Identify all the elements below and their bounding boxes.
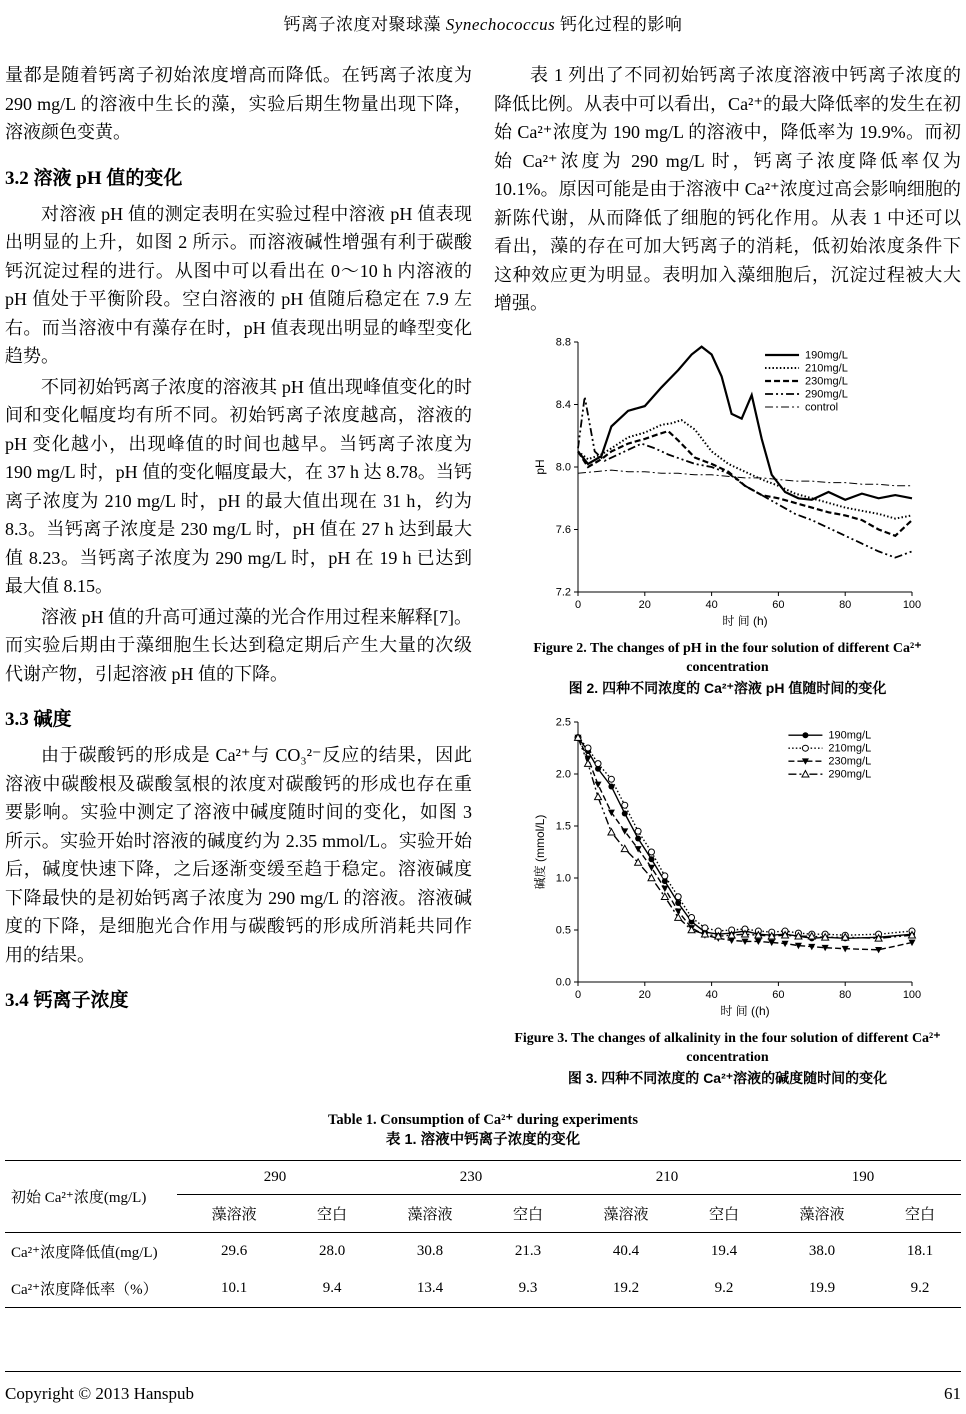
table-row	[5, 1270, 961, 1308]
paper-title-species: Synechococcus	[445, 15, 556, 34]
table-cell: 9.3	[487, 1270, 569, 1308]
table1-subheader: 空白	[487, 1194, 569, 1232]
section-heading-3-4: 3.4 钙离子浓度	[5, 990, 129, 1011]
paper-title	[0, 0, 966, 35]
table1-caption-zh: 表 1. 溶液中钙离子浓度的变化	[385, 1131, 581, 1148]
table1-subheader: 空白	[879, 1194, 961, 1232]
paragraph-calcium: 表 1 列出了不同初始钙离子浓度溶液中钙离子浓度的降低比例。从表中可以看出，Ca²⁺的最大降低率的发生在初始 Ca²⁺浓度为 190 mg/L 的溶液中，降低率为 19.9%。而初始 Ca²⁺浓度为 290 mg/L 时，钙离子浓度降低率仅为 10.1%。原因可能是由于溶液中 Ca²⁺浓度过高会影响细胞的新陈代谢，从而降低了细胞的钙化作用。从表 1 中还可以看出，藻的存在可加大钙离子的消耗，低初始浓度条件下这种效应更为明显。表明加入藻细胞后，沉淀过程被大大增强。	[494, 65, 961, 313]
svg-text:8.8: 8.8	[555, 336, 571, 348]
svg-text:20: 20	[638, 988, 651, 1001]
svg-text:8.4: 8.4	[555, 398, 571, 411]
paragraph-alkalinity: 由于碳酸钙的形成是 Ca²⁺与 CO₃²⁻反应的结果，因此溶液中碳酸根及碳酸氢根的浓度对碳酸钙的形成也存在重要影响。实验中测定了溶液中碱度随时间的变化，如图 3 所示。实验开始时溶液的碱度约为 2.35 mmol/L。实验开始后，碱度快速下降，之后逐渐变缓至趋于稳定。溶液碱度下降最快的是初始钙离子浓度为 290 mg/L 的溶液。溶液碱度的下降，是细胞光合作用与碳酸钙的形成所消耗共同作用的结果。	[5, 745, 472, 965]
table1-section	[0, 1110, 966, 1308]
table-cell: 30.8	[416, 1242, 444, 1259]
svg-text:时 间 ((h): 时 间 ((h)	[719, 1003, 770, 1018]
table-cell: 9.2	[683, 1270, 765, 1308]
table1-caption-en: Table 1. Consumption of Ca²⁺ during experiments	[328, 1111, 638, 1128]
svg-text:230mg/L: 230mg/L	[827, 755, 871, 768]
figure2-caption-en: Figure 2. The changes of pH in the four solution of different Ca²⁺ concentration	[533, 640, 922, 675]
table1-subheader: 藻溶液	[569, 1194, 683, 1232]
table1	[5, 1160, 961, 1308]
table-row	[5, 1232, 961, 1270]
svg-text:control: control	[804, 401, 838, 413]
table-cell: 29.6	[220, 1242, 248, 1259]
page-number: 61	[944, 1384, 961, 1403]
svg-text:100: 100	[902, 598, 921, 611]
table1-subheader: 空白	[683, 1194, 765, 1232]
svg-text:290mg/L: 290mg/L	[804, 388, 848, 400]
paragraph-ph-3: 溶液 pH 值的升高可通过藻的光合作用过程来解释[7]。而实验后期由于藻细胞生长达到稳定期后产生大量的次级代谢产物，引起溶液 pH 值的下降。	[5, 606, 472, 684]
paragraph-continued: 量都是随着钙离子初始浓度增高而降低。在钙离子浓度为 290 mg/L 的溶液中生长的藻，实验后期生物量出现下降，溶液颜色变黄。	[5, 65, 472, 142]
figure3-alkalinity-chart	[532, 712, 924, 1020]
svg-text:2.5: 2.5	[555, 716, 571, 728]
table-cell: 40.4	[612, 1242, 640, 1259]
table-cell: 18.1	[906, 1242, 934, 1259]
svg-text:40: 40	[704, 988, 718, 1001]
paragraph-ph-1: 对溶液 pH 值的测定表明在实验过程中溶液 pH 值表现出明显的上升，如图 2 所示。而溶液碱性增强有利于碳酸钙沉淀过程的进行。从图中可以看出在 0～10 h 内溶液的 pH 值处于平衡阶段。空白溶液的 pH 值随后稳定在 7.9 左右。而当溶液中有藻存在时，pH 值表现出明显的峰型变化趋势。	[5, 203, 472, 366]
svg-text:210mg/L: 210mg/L	[804, 362, 848, 374]
table-cell: 13.4	[373, 1270, 487, 1308]
section-heading-3-2: 3.2 溶液 pH 值的变化	[5, 167, 183, 189]
svg-text:7.2: 7.2	[555, 586, 571, 598]
table-cell: 19.9	[765, 1270, 879, 1308]
table-cell: 19.2	[569, 1270, 683, 1308]
table1-group-290: 290	[177, 1160, 373, 1194]
svg-text:230mg/L: 230mg/L	[804, 375, 848, 387]
table-cell: 10.1	[177, 1270, 291, 1308]
figure3-caption-zh: 图 3. 四种不同浓度的 Ca²⁺溶液的碱度随时间的变化	[567, 1069, 888, 1086]
svg-text:80: 80	[838, 598, 851, 611]
svg-text:7.6: 7.6	[555, 523, 571, 536]
svg-text:20: 20	[638, 598, 651, 611]
svg-text:8.0: 8.0	[555, 461, 571, 473]
svg-text:60: 60	[771, 598, 785, 611]
svg-text:290mg/L: 290mg/L	[827, 768, 871, 781]
svg-text:0: 0	[574, 598, 581, 611]
svg-text:190mg/L: 190mg/L	[804, 349, 848, 361]
svg-text:0: 0	[574, 988, 581, 1001]
svg-text:1.5: 1.5	[555, 820, 571, 832]
svg-text:pH: pH	[532, 458, 547, 475]
figure2	[494, 332, 961, 698]
svg-text:0.5: 0.5	[555, 924, 571, 936]
svg-text:80: 80	[838, 988, 851, 1001]
paper-title-prefix: 钙离子浓度对聚球藻	[283, 15, 446, 34]
svg-text:40: 40	[704, 598, 718, 611]
table1-row-label-decrease-rate: Ca²⁺浓度降低率（%）	[5, 1270, 177, 1308]
table1-group-230: 230	[373, 1160, 569, 1194]
figure3-caption-en: Figure 3. The changes of alkalinity in the four solution of different Ca²⁺ concentration	[514, 1030, 941, 1065]
table1-group-190: 190	[765, 1160, 961, 1194]
table1-corner-label: 初始 Ca²⁺浓度(mg/L)	[5, 1160, 177, 1232]
table-cell: 9.2	[879, 1270, 961, 1308]
svg-text:时 间 (h): 时 间 (h)	[721, 613, 768, 628]
table-cell: 19.4	[710, 1242, 738, 1259]
table-cell: 9.4	[291, 1270, 373, 1308]
table-cell: 38.0	[808, 1242, 836, 1259]
table1-group-210: 210	[569, 1160, 765, 1194]
left-column	[5, 61, 472, 1088]
figure3	[494, 712, 961, 1088]
svg-text:碱度 (mmol/L): 碱度 (mmol/L)	[532, 814, 547, 889]
table1-subheader: 藻溶液	[373, 1194, 487, 1232]
page-footer	[5, 1371, 961, 1404]
paper-title-suffix: 钙化过程的影响	[555, 15, 683, 34]
table-cell: 28.0	[318, 1242, 346, 1259]
figure2-ph-chart	[532, 332, 924, 630]
copyright-text: Copyright © 2013 Hanspub	[5, 1384, 195, 1403]
svg-text:60: 60	[771, 988, 785, 1001]
section-heading-3-3: 3.3 碱度	[5, 709, 72, 730]
svg-text:210mg/L: 210mg/L	[827, 742, 871, 755]
svg-text:2.0: 2.0	[555, 768, 571, 780]
figure2-caption-zh: 图 2. 四种不同浓度的 Ca²⁺溶液 pH 值随时间的变化	[568, 679, 887, 696]
table-cell: 21.3	[514, 1242, 542, 1259]
svg-text:100: 100	[902, 988, 921, 1001]
table1-subheader: 藻溶液	[765, 1194, 879, 1232]
paragraph-ph-2: 不同初始钙离子浓度的溶液其 pH 值出现峰值变化的时间和变化幅度均有所不同。初始钙离子浓度越高，溶液的 pH 变化越小，出现峰值的时间也越早。当钙离子浓度为 190 mg/L 时，pH 值的变化幅度最大，在 37 h 达 8.78。当钙离子浓度为 210 mg/L 时，pH 的最大值出现在 31 h，约为 8.3。当钙离子浓度是 230 mg/L 时，pH 值在 27 h 达到最大值 8.23。当钙离子浓度为 290 mg/L 时，pH 在 19 h 已达到最大值 8.15。	[5, 376, 472, 596]
table1-subheader: 空白	[291, 1194, 373, 1232]
svg-text:1.0: 1.0	[555, 872, 571, 884]
svg-text:0.0: 0.0	[555, 976, 571, 988]
svg-text:190mg/L: 190mg/L	[827, 729, 871, 742]
table1-row-label-decrease-value: Ca²⁺浓度降低值(mg/L)	[11, 1244, 158, 1261]
right-column	[494, 61, 961, 1088]
two-column-body	[0, 35, 966, 1088]
table1-subheader: 藻溶液	[177, 1194, 291, 1232]
